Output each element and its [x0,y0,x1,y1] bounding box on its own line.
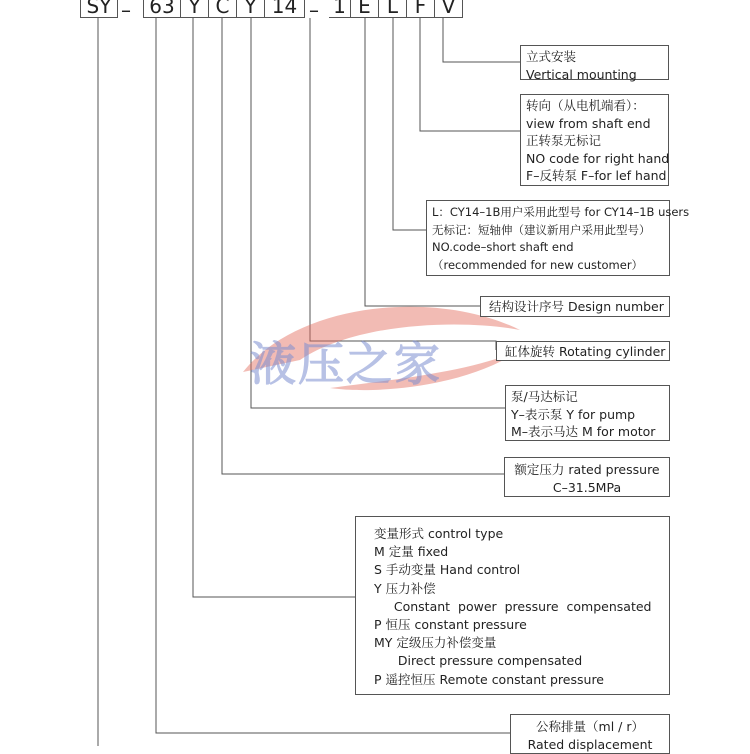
code-sy: SY [80,0,118,18]
leader-f [420,18,520,131]
box-line: 公称排量（ml / r） [536,719,644,734]
box-rated-pressure [504,457,670,497]
box-vertical-mounting [520,45,669,80]
leader-v [443,18,520,62]
box-line: P 恒压 constant pressure [374,617,527,633]
box-design-number [480,296,670,317]
box-line: 无标记：短轴伸（建议新用户采用此型号） [432,222,651,237]
code-14: 14 [265,0,305,18]
box-line: M–表示马达 M for motor [511,424,656,439]
box-line: S 手动变量 Hand control [374,562,521,578]
watermark-text: 液压之家 [250,337,442,391]
box-line: Rated displacement [527,736,653,752]
leader-l [393,18,426,230]
box-rotating-cylinder [496,341,670,361]
box-line: M 定量 fixed [374,544,449,560]
leader-14-1 [310,18,496,350]
box-line: 泵/马达标记 [511,389,578,404]
box-line: 缸体旋转 Rotating cylinder [505,344,666,359]
box-displacement [510,714,670,754]
box-line: P 遥控恒压 Remote constant pressure [374,671,604,687]
leader-y1 [193,18,355,597]
box-line: C–31.5MPa [552,479,622,495]
box-line: Y–表示泵 Y for pump [511,406,636,422]
box-line: 额定压力 rated pressure [514,462,660,477]
box-line: L：CY14–1B用户采用此型号 for CY14–1B users [432,205,690,219]
box-line: F–反转泵 F–for lef hand [526,168,667,183]
box-line: Constant power pressure compensated [374,598,652,614]
box-line: Y 压力补偿 [374,580,436,596]
box-rotation [520,94,669,186]
code-dash-2: – [309,0,319,22]
code-y2: Y [237,0,265,18]
box-line: Direct pressure compensated [374,653,583,669]
box-pump-motor [505,385,670,441]
code-f: F [407,0,435,18]
box-line: 立式安装 [526,49,577,64]
box-line: Vertical mounting [526,66,637,82]
box-line: MY 定级压力补偿变量 [374,635,497,651]
box-line: NO code for right hand [526,150,670,166]
code-l: L [379,0,407,18]
box-line: view from shaft end [526,115,651,131]
box-line: 转向（从电机端看）： [526,98,645,113]
box-line: 变量形式 control type [374,526,504,541]
code-dash-1: – [121,0,131,22]
box-shaft [426,200,690,276]
code-v: V [435,0,463,18]
code-e: E [351,0,379,18]
code-1: 1 [329,0,351,18]
box-line: （recommended for new customer） [432,257,644,272]
box-line: 结构设计序号 Design number [489,299,664,314]
code-c: C [209,0,237,18]
box-line: 正转泵无标记 [526,133,602,148]
box-control-type [355,516,670,695]
box-line: NO.code–short shaft end [432,240,574,254]
code-63: 63 [143,0,181,18]
code-y1: Y [181,0,209,18]
